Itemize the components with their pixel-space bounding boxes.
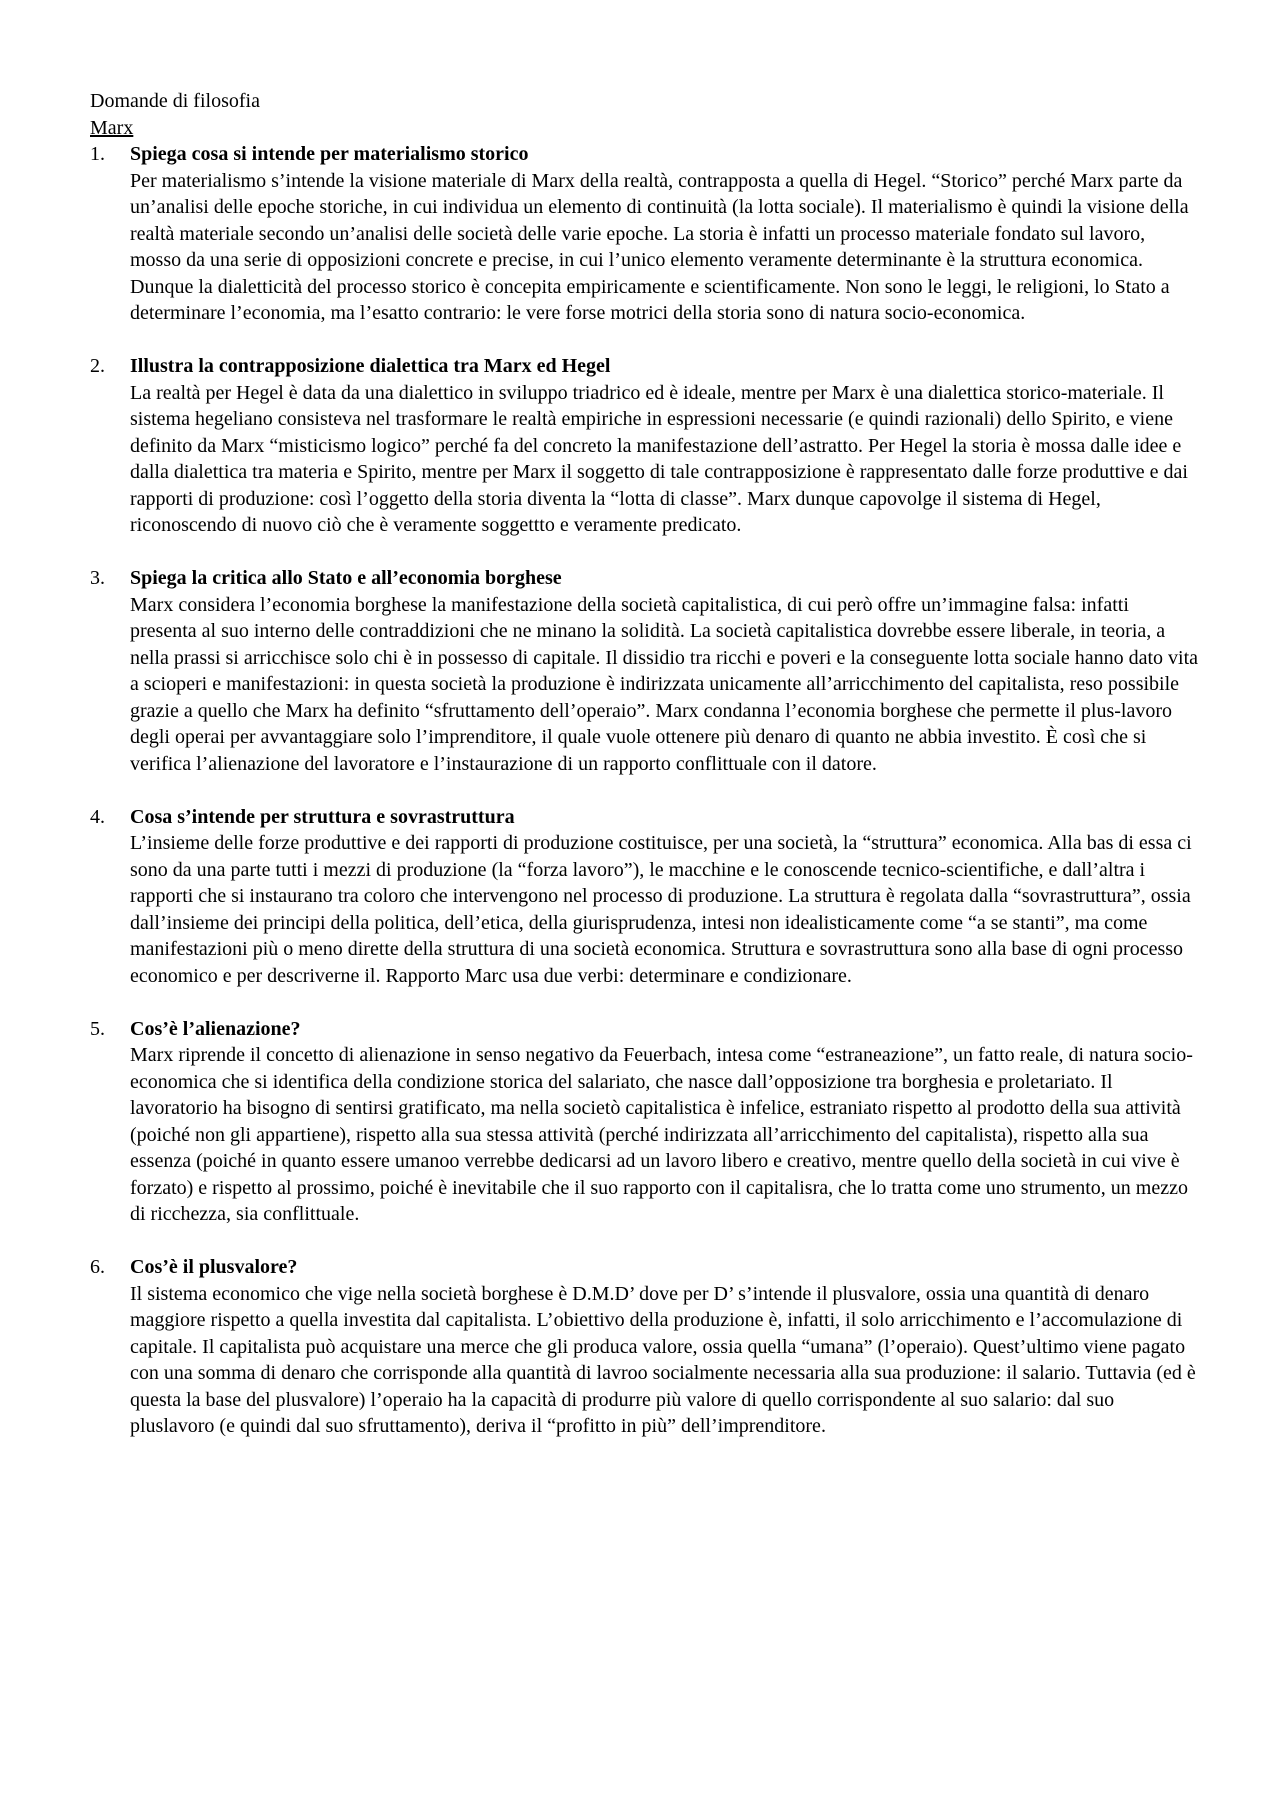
question-list — [90, 141, 1200, 1440]
question-title: Spiega cosa si intende per materialismo storico — [130, 143, 529, 165]
question-title: Cos’è il plusvalore? — [130, 1256, 298, 1278]
section-title: Marx — [90, 116, 134, 139]
question-answer: La realtà per Hegel è data da una dialettico in sviluppo triadrico ed è ideale, mentre per Marx è una dialettica storico-materiale. Il sistema hegeliano consisteva nel trasformare le realtà empiriche in espressioni necessarie (e quindi razionali) dello Spirito, e viene definito da Marx “misticismo logico” perché fa del concreto la manifestazione dell’astratto. Per Hegel la storia è mossa dalle idee e dalla dialettica tra materia e Spirito, mentre per Marx il soggetto di tale contrapposizione è rappresentato dalle forze produttive e dai rapporti di produzione: così l’oggetto della storia diventa la “lotta di classe”. Marx dunque capovolge il sistema di Hegel, riconoscendo di nuovo ciò che è veramente soggettto e veramente predicato. — [130, 381, 1188, 536]
question-title: Illustra la contrapposizione dialettica tra Marx ed Hegel — [130, 355, 611, 377]
document-title: Domande di filosofia — [90, 90, 260, 112]
question-answer: Marx riprende il concetto di alienazione in senso negativo da Feuerbach, intesa come “estraneazione”, un fatto reale, di natura socio-economica che si identifica della condizione storica del salariato, che nasce dall’opposizione tra borghesia e proletariato. Il lavoratorio ha bisogno di sentirsi gratificato, ma nella societò capitalistica è infelice, estraniato rispetto al prodotto della sua attività (poiché non gli appartiene), rispetto alla sua stessa attività (perché indirizzata all’arricchimento del capitalista), rispetto alla sua essenza (poiché in quanto essere umanoo verrebbe dedicarsi ad un lavoro libero e creativo, mentre quello della società in cui vive è forzato) e rispetto al prossimo, poiché è inevitabile che il suo rapporto con il capitalisra, che lo tratta come uno strumento, un mezzo di ricchezza, sia conflittuale. — [130, 1044, 1193, 1225]
question-answer: Per materialismo s’intende la visione materiale di Marx della realtà, contrapposta a quella di Hegel. “Storico” perché Marx parte da un’analisi delle epoche storiche, in cui individua un elemento di continuità (la lotta sociale). Il materialismo è quindi la visione della realtà materiale secondo un’analisi delle società delle varie epoche. La storia è infatti un processo materiale fondato sul lavoro, mosso da una serie di opposizioni concrete e precise, in cui l’unico elemento veramente determinante è la struttura economica. Dunque la dialetticità del processo storico è concepita empiricamente e scientificamente. Non sono le leggi, le religioni, lo Stato a determinare l’economia, ma l’esatto contrario: le vere forse motrici della storia sono di natura socio-economica. — [130, 169, 1189, 324]
question-answer: Marx considera l’economia borghese la manifestazione della società capitalistica, di cui però offre un’immagine falsa: infatti presenta al suo interno delle contraddizioni che ne minano la solidità. La società capitalistica dovrebbe essere liberale, in teoria, a nella prassi si arricchisce solo chi è in possesso di capitale. Il dissidio tra ricchi e poveri e la conseguente lotta sociale hanno dato vita a scioperi e manifestazioni: in questa società la produzione è indirizzata unicamente all’arricchimento del capitalista, reso possibile grazie a quello che Marx ha definito “sfruttamento dell’operaio”. Marx condanna l’economia borghese che permette il plus-lavoro degli operai per avvantaggiare solo l’imprenditore, il quale vuole ottenere più denaro di quanto ne abbia investito. È così che si verifica l’alienazione del lavoratore e l’instaurazione di un rapporto conflittuale con il datore. — [130, 593, 1198, 775]
question-title: Spiega la critica allo Stato e all’economia borghese — [130, 567, 562, 589]
question-number: 2. — [90, 355, 105, 377]
question-item — [90, 353, 1200, 539]
document-page — [90, 88, 1200, 1466]
question-item — [90, 141, 1200, 327]
question-number: 1. — [90, 143, 105, 165]
question-answer: L’insieme delle forze produttive e dei rapporti di produzione costituisce, per una società, la “struttura” economica. Alla bas di essa ci sono da una parte tutti i mezzi di produzione (la “forza lavoro”), le macchine e le conoscende tecnico-scientifiche, e dall’altra i rapporti che si instaurano tra coloro che intervengono nel processo di produzione. La struttura è regolata dalla “sovrastruttura”, ossia dall’insieme dei principi della politica, dell’etica, della giurisprudenza, intesi non idealisticamente come “a se stanti”, ma come manifestazioni più o meno dirette della struttura di una società economica. Struttura e sovrastruttura sono alla base di ogni processo economico e per descriverne il. Rapporto Marc usa due verbi: determinare e condizionare. — [130, 832, 1192, 987]
question-number: 6. — [90, 1256, 105, 1278]
question-title: Cosa s’intende per struttura e sovrastruttura — [130, 805, 515, 828]
question-item — [90, 565, 1200, 777]
question-number: 5. — [90, 1017, 105, 1040]
question-answer: Il sistema economico che vige nella società borghese è D.M.D’ dove per D’ s’intende il plusvalore, ossia una quantità di denaro maggiore rispetto a quella investita dal capitalista. L’obiettivo della produzione è, infatti, il solo arricchimento e l’accomulazione di capitale. Il capitalista può acquistare una merce che gli produca valore, ossia quella “umana” (l’operaio). Quest’ultimo viene pagato con una somma di denaro che corrisponde alla quantità di lavroo socialmente necessaria alla sua produzione: il salario. Tuttavia (ed è questa la base del plusvalore) l’operaio ha la capacità di produrre più valore di quello corrispondente al suo salario: dal suo pluslavoro (e quindi dal suo sfruttamento), deriva il “profitto in più” dell’imprenditore. — [130, 1282, 1196, 1437]
question-number: 4. — [90, 805, 105, 828]
question-title: Cos’è l’alienazione? — [130, 1017, 301, 1040]
question-item — [90, 1254, 1200, 1440]
question-item — [90, 1016, 1200, 1228]
question-number: 3. — [90, 567, 105, 589]
question-item — [90, 804, 1200, 990]
